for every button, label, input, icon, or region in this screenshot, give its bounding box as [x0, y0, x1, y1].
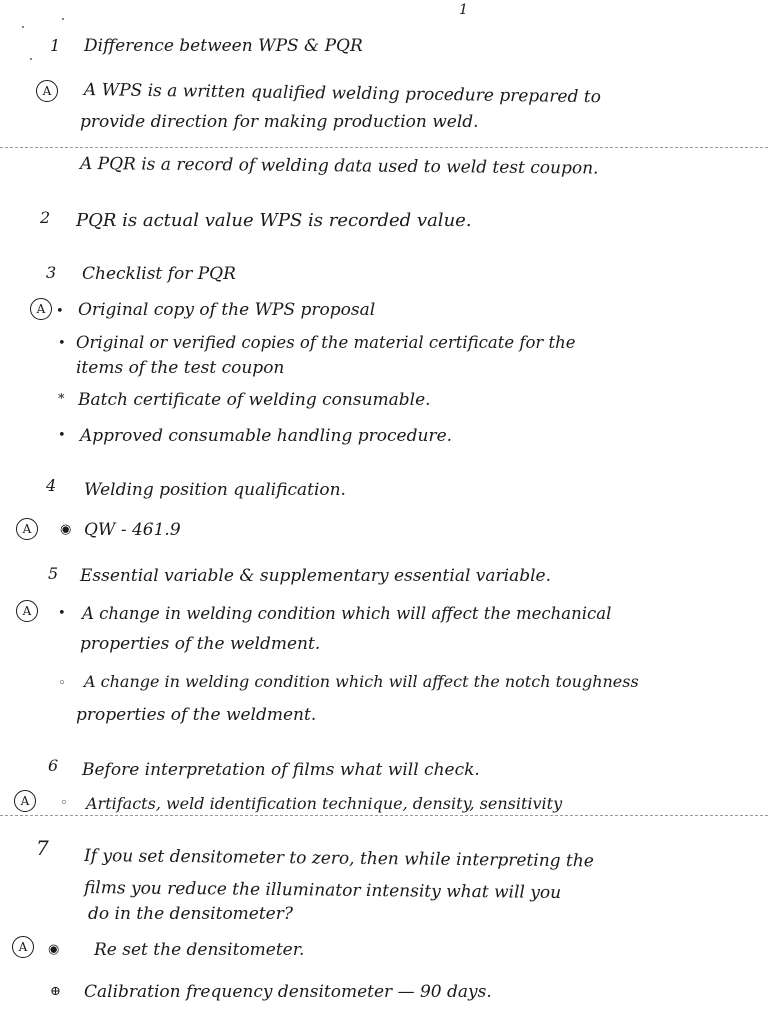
question-4-text: Welding position qualification. [84, 480, 346, 500]
bullet-icon: • [58, 606, 66, 621]
question-5-text: Essential variable & supplementary essential variable. [80, 566, 552, 586]
question-7-text: If you set densitometer to zero, then while interpreting the [83, 846, 594, 872]
q4-answer: QW - 461.9 [84, 520, 181, 540]
scan-fold-line [0, 815, 768, 816]
question-7-text: films you reduce the illuminator intensity what will you [83, 878, 562, 903]
bullet-icon: • [58, 336, 66, 351]
q1-answer-line: provide direction for making production weld. [80, 112, 479, 132]
q3-checklist-item: Original or verified copies of the material certificate for the [76, 333, 576, 352]
ink-speck [22, 26, 24, 28]
question-number: 4 [46, 476, 57, 495]
q3-checklist-item: Batch certificate of welding consumable. [78, 390, 431, 410]
bullet-icon: ◉ [60, 522, 72, 537]
q6-answer: Artifacts, weld identification technique, density, sensitivity [86, 794, 563, 813]
question-number: 1 [50, 36, 61, 55]
ink-speck [62, 18, 64, 20]
q7-answer: Calibration frequency densitometer — 90 days. [84, 982, 492, 1002]
question-number: 7 [36, 836, 49, 860]
q1-answer-line: A PQR is a record of welding data used to weld test coupon. [79, 154, 599, 179]
bullet-icon: • [58, 428, 66, 443]
answer-mark: A [14, 790, 36, 812]
answer-mark: A [36, 80, 58, 102]
bullet-icon: * [58, 392, 65, 407]
question-1-text: Difference between WPS & PQR [84, 36, 363, 56]
bullet-icon: • [56, 304, 64, 319]
answer-mark: A [16, 518, 38, 540]
answer-mark: A [16, 600, 38, 622]
question-3-text: Checklist for PQR [82, 264, 236, 284]
question-number: 3 [46, 263, 57, 282]
q5-answer-line: A change in welding condition which will affect the mechanical [82, 604, 612, 623]
bullet-icon: ◉ [48, 942, 60, 957]
question-6-text: Before interpretation of films what will check. [82, 760, 480, 780]
q5-answer-line: properties of the weldment. [80, 634, 321, 654]
question-number: 2 [40, 208, 51, 227]
q3-checklist-item: Original copy of the WPS proposal [78, 300, 376, 320]
scan-fold-line [0, 147, 768, 148]
q3-checklist-item: Approved consumable handling procedure. [80, 426, 453, 446]
question-number: 6 [48, 756, 59, 775]
bullet-icon: ◦ [60, 796, 68, 811]
answer-mark: A [12, 936, 34, 958]
q5-answer-line: A change in welding condition which will affect the notch toughness [84, 672, 639, 691]
question-number: 5 [48, 564, 59, 583]
question-7-text: do in the densitometer? [88, 904, 293, 924]
bullet-icon: ⊕ [50, 984, 61, 999]
answer-mark: A [30, 298, 52, 320]
page-marker: 1 [459, 2, 468, 18]
ink-speck [30, 58, 32, 60]
question-2-text: PQR is actual value WPS is recorded value. [76, 210, 472, 231]
q1-answer-line: A WPS is a written qualified welding procedure prepared to [83, 80, 602, 108]
bullet-icon: ◦ [58, 676, 66, 691]
q3-checklist-item-cont: items of the test coupon [76, 358, 285, 378]
q5-answer-line: properties of the weldment. [76, 705, 317, 725]
q7-answer: Re set the densitometer. [94, 940, 305, 960]
